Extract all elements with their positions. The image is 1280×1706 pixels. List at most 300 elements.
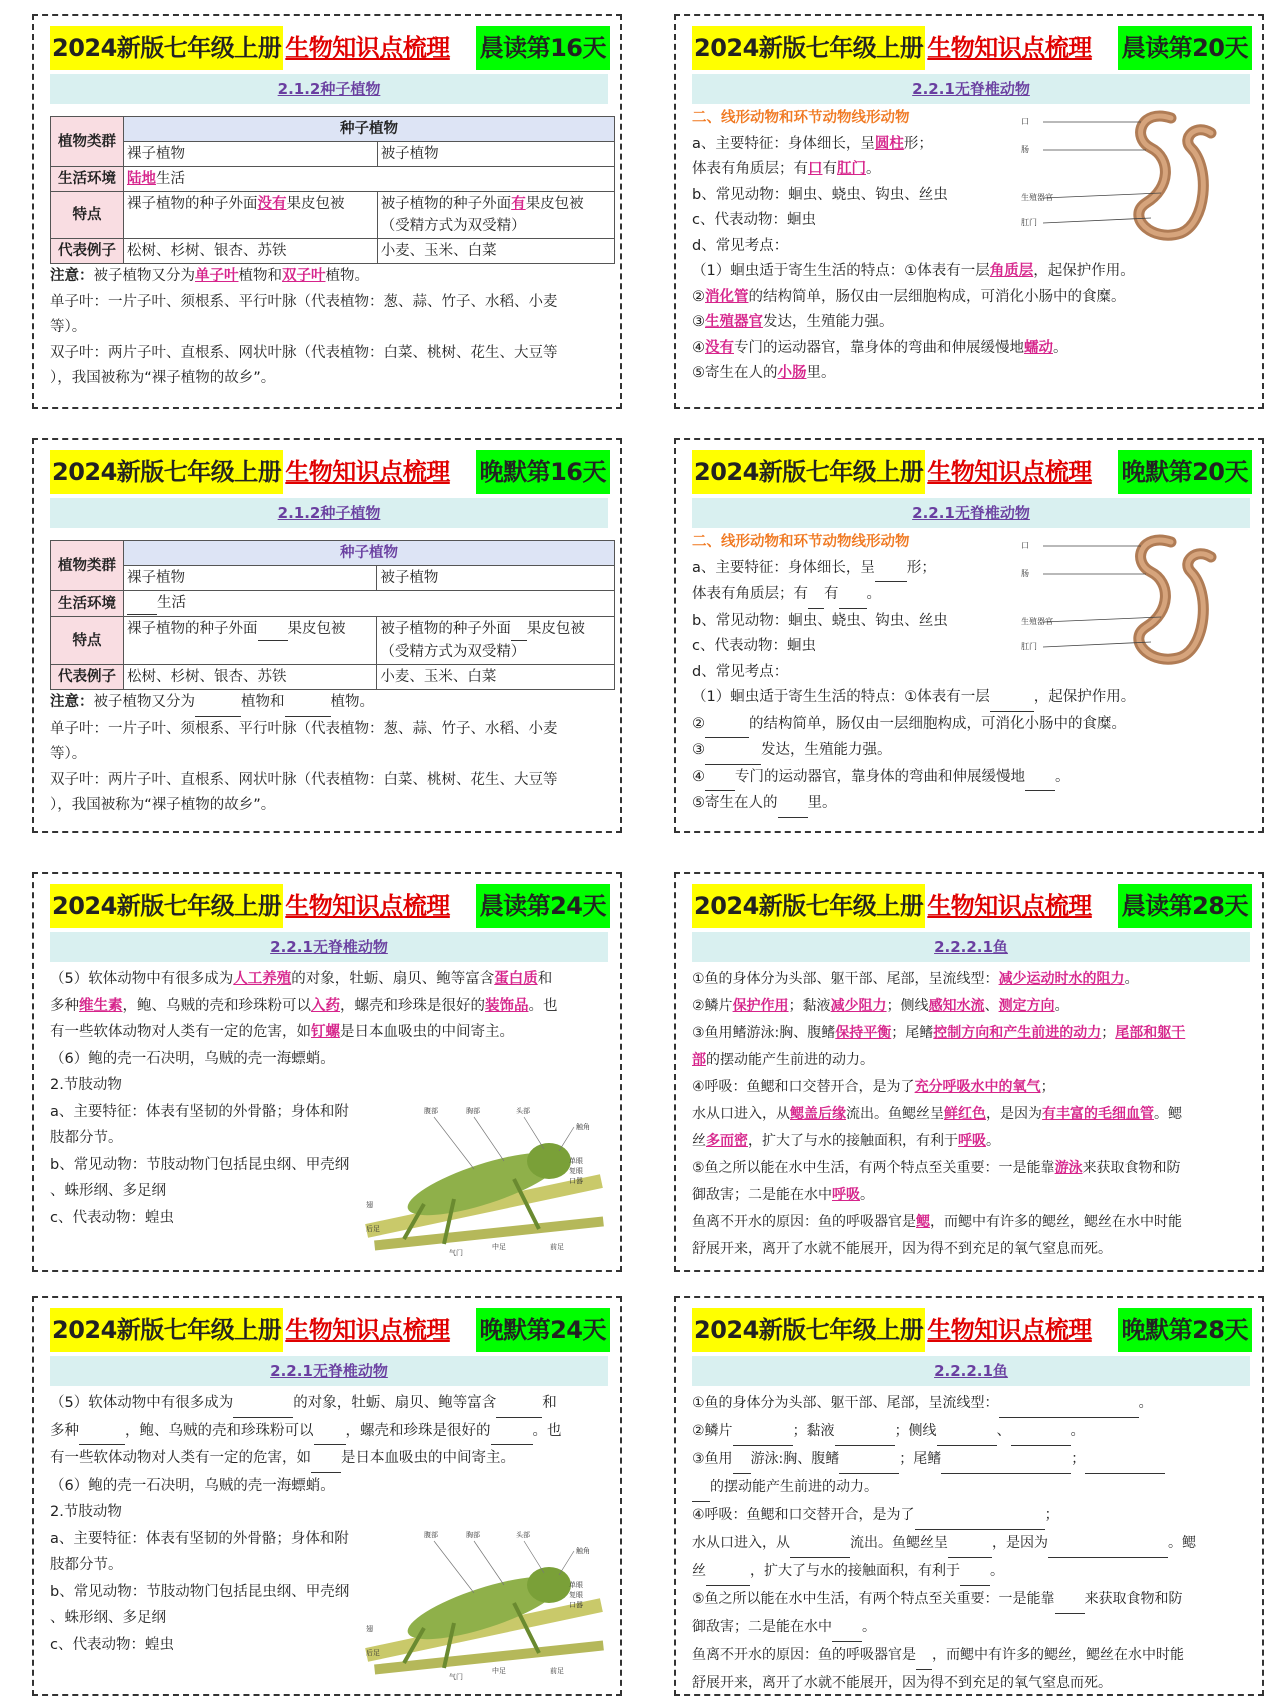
keyword: 保持平衡 [835, 1025, 892, 1041]
card-body [50, 1390, 615, 1658]
text: 水从口进入，从 [692, 1535, 790, 1551]
text: ；黏液 [788, 998, 831, 1014]
text: （受精方式为双受精） [380, 218, 526, 234]
keyword: 控制方向和产生前进的动力 [933, 1025, 1102, 1041]
text: 的结构简单，肠仅由一层细胞构成，可消化小肠中的食糜。 [749, 715, 1126, 732]
keyword: 感知水流 [928, 998, 985, 1014]
text: ⑤寄生在人的 [692, 365, 778, 381]
text: ③鱼用 [692, 1451, 733, 1467]
text: 形； [903, 135, 933, 152]
keyword: 鲜红色 [944, 1106, 986, 1122]
blank[interactable] [948, 1530, 992, 1558]
text-line [692, 259, 1257, 285]
label-wing: 翅 [366, 1201, 373, 1209]
blank[interactable] [915, 1502, 1045, 1530]
blank[interactable] [705, 738, 761, 765]
text: ，鲍、乌贼的壳和珍珠粉可以 [125, 1422, 314, 1439]
blank[interactable] [127, 592, 157, 615]
section-title: 2.2.1无脊椎动物 [50, 932, 608, 962]
text-line [692, 712, 1257, 739]
text-line: c、代表动物：蝗虫 [50, 1636, 174, 1653]
blank[interactable] [705, 765, 735, 792]
text-line: 舒展开来，离开了水就不能展开，因为得不到充足的氧气窒息而死。 [692, 1675, 1112, 1691]
text: ④呼吸：鱼鳃和口交替开合，是为了 [692, 1507, 915, 1523]
text: （5）软体动物中有很多成为 [50, 971, 234, 987]
text-line [692, 685, 1257, 712]
text: 御敌害；二是能在水中 [692, 1187, 832, 1203]
text: 发达，生殖能力强。 [763, 314, 894, 330]
blank[interactable] [706, 1558, 750, 1586]
card-header [50, 884, 610, 928]
keyword: 陆地 [127, 171, 156, 187]
header-prefix: 2024新版七年级上册 [50, 26, 283, 70]
text: 。 [1138, 1395, 1153, 1411]
section-title: 2.1.2种子植物 [50, 74, 608, 104]
blank[interactable] [285, 690, 331, 717]
blank[interactable] [790, 1530, 850, 1558]
text: 植物。 [330, 694, 374, 710]
text-line [692, 765, 1257, 792]
table-cell: 松树、杉树、银杏、苏铁 [124, 239, 378, 264]
label-intestine: 肠 [1021, 569, 1029, 578]
card-morning-24 [32, 872, 622, 1272]
text: ；尾鳍 [899, 1451, 942, 1467]
text: ①鱼的身体分为头部、躯干部、尾部，呈流线型： [692, 1395, 999, 1411]
text: 和 [542, 1395, 557, 1411]
table-cell: 小麦、玉米、白菜 [377, 665, 615, 690]
card-morning-16 [32, 14, 622, 409]
text: 。 [1124, 971, 1139, 987]
table-cell: 裸子植物 [124, 566, 377, 591]
card-header [50, 26, 610, 70]
blank[interactable] [1085, 1446, 1165, 1474]
text: 丝 [692, 1563, 706, 1579]
text: ② [692, 715, 705, 732]
text: ，螺壳和珍珠是很好的 [340, 997, 485, 1014]
text: 植物和 [241, 694, 285, 710]
text-line: a、主要特征：体表有坚韧的外骨骼；身体和附 [50, 1103, 349, 1120]
text: 流出。鱼鳃丝呈 [846, 1106, 944, 1122]
text: （5）软体动物中有很多成为 [50, 1395, 234, 1411]
text: 是日本血吸虫的中间寄主。 [340, 1024, 514, 1040]
keyword: 单子叶 [195, 268, 239, 284]
label-abdomen: 腹部 [424, 1107, 438, 1115]
section-title: 2.2.1无脊椎动物 [692, 498, 1250, 528]
card-body [50, 966, 615, 1231]
text: ；尾鳍 [891, 1025, 934, 1041]
header-prefix: 2024新版七年级上册 [50, 884, 283, 928]
blank[interactable] [835, 1418, 895, 1446]
label-abdomen: 腹部 [424, 1531, 438, 1539]
text-line [692, 1128, 1257, 1155]
keyword: 保护作用 [732, 998, 789, 1014]
blank[interactable] [692, 1474, 710, 1502]
blank[interactable] [916, 1642, 932, 1670]
blank[interactable] [79, 1418, 125, 1446]
keyword: 圆柱 [874, 135, 904, 152]
keyword: 肛门 [837, 161, 866, 177]
text-line [692, 738, 1257, 765]
table-label: 植物类群 [51, 117, 124, 167]
text: 水从口进入，从 [692, 1106, 790, 1122]
keyword: 蠕动 [1024, 339, 1053, 356]
section-title: 2.2.2.1鱼 [692, 1356, 1250, 1386]
text-line [692, 1047, 1257, 1074]
table-header: 种子植物 [124, 117, 615, 142]
text: 。 [866, 586, 881, 602]
text: 体表有角质层；有 [692, 586, 808, 602]
blank[interactable] [314, 1418, 346, 1446]
blank[interactable] [496, 1390, 542, 1418]
keyword: 入药 [311, 997, 340, 1014]
text: 被子植物又分为 [93, 268, 195, 284]
card-body [692, 966, 1257, 1263]
text: 。 [862, 1619, 876, 1635]
text: 、 [984, 998, 999, 1014]
text: 。 [990, 1563, 1004, 1579]
text: 专门的运动器官，靠身体的弯曲和伸展缓慢地 [735, 768, 1025, 785]
seed-plant-table [50, 116, 615, 264]
keyword: 没有 [257, 196, 287, 212]
blank[interactable] [960, 1558, 990, 1586]
blank[interactable] [990, 685, 1034, 712]
blank[interactable] [705, 712, 749, 739]
keyword: 充分呼吸水中的氧气 [914, 1079, 1041, 1095]
seed-plant-table [50, 540, 615, 690]
blank[interactable] [1055, 1586, 1085, 1614]
label-midleg: 中足 [492, 1667, 506, 1675]
label-midleg: 中足 [492, 1243, 506, 1251]
table-cell [124, 192, 378, 239]
text-line: 肢都分节。 [50, 1130, 123, 1146]
text: 。 [1054, 998, 1069, 1014]
text-line [692, 1020, 1257, 1047]
keyword: 呼吸 [832, 1187, 860, 1203]
card-evening-28 [674, 1296, 1264, 1696]
text: ，螺壳和珍珠是很好的 [345, 1422, 491, 1439]
keyword: 部 [692, 1052, 706, 1068]
text-line [692, 1074, 1257, 1101]
keyword: 有丰富的毛细血管 [1042, 1106, 1154, 1122]
blank[interactable] [233, 1390, 293, 1418]
label-wing: 翅 [366, 1625, 373, 1633]
text: 里。 [806, 365, 836, 381]
text-line: ），我国被称为“裸子植物的故乡”。 [50, 370, 276, 386]
text: ，而鳃中有许多的鳃丝，鳃丝在水中时能 [932, 1647, 1184, 1663]
table-label: 特点 [51, 192, 124, 239]
keyword: 游泳 [1054, 1160, 1083, 1176]
blank[interactable] [1048, 1530, 1168, 1558]
text-line [692, 1530, 1257, 1558]
text: 流出。鱼鳃丝呈 [850, 1535, 948, 1551]
label-head: 头部 [516, 1107, 530, 1115]
label-hindleg: 后足 [366, 1649, 380, 1657]
text: ，扩大了与水的接触面积，有利于 [748, 1133, 958, 1149]
text: 被子植物的种子外面 [380, 621, 511, 637]
text: 御敌害；二是能在水中 [692, 1619, 832, 1635]
text-line [692, 1390, 1257, 1418]
card-evening-24 [32, 1296, 622, 1696]
label-gonad: 生殖器官 [1021, 193, 1053, 202]
blank[interactable] [999, 1390, 1139, 1418]
label-compound-eye: 复眼 [569, 1167, 583, 1175]
blank[interactable] [832, 1614, 862, 1642]
text-line [50, 966, 615, 993]
keyword: 减少阻力 [830, 998, 887, 1014]
text: ②鳞片 [692, 998, 733, 1014]
text: ⑤鱼之所以能在水中生活，有两个特点至关重要：一是能靠 [692, 1160, 1055, 1176]
text-line: 双子叶：两片子叶、直根系、网状叶脉（代表植物：白菜、桃树、花生、大豆等 [50, 344, 558, 361]
label-mouthparts: 口器 [569, 1601, 583, 1609]
text-line [692, 132, 1257, 158]
keyword: 人工养殖 [233, 971, 292, 987]
text-line: c、代表动物：蛔虫 [692, 638, 816, 654]
label-mouth: 口 [1021, 117, 1029, 126]
section-title: 2.1.2种子植物 [50, 498, 608, 528]
text: ，是因为 [986, 1106, 1042, 1122]
text: ② [692, 288, 705, 305]
keyword: 多而密 [706, 1133, 748, 1149]
text-line: b、常见动物：蛔虫、蛲虫、钩虫、丝虫 [692, 186, 948, 203]
text-line [692, 993, 1257, 1020]
text: 生活 [156, 171, 185, 187]
label-spiracle: 气门 [449, 1673, 463, 1681]
table-label: 代表例子 [51, 665, 124, 690]
section-title: 2.2.1无脊椎动物 [50, 1356, 608, 1386]
text: 。 [866, 161, 881, 177]
keyword: 没有 [705, 339, 734, 356]
text-line [50, 1445, 615, 1473]
text-line: b、常见动物：节肢动物门包括昆虫纲、甲壳纲 [50, 1156, 350, 1173]
keyword: 装饰品 [485, 997, 529, 1014]
text: ； [1071, 1451, 1086, 1467]
card-header [692, 26, 1252, 70]
text-line [692, 1642, 1257, 1670]
text-line: ），我国被称为“裸子植物的故乡”。 [50, 797, 276, 813]
text-line [692, 336, 1257, 362]
card-body [50, 540, 615, 819]
header-mid: 生物知识点梳理 [925, 450, 1094, 494]
text: （1）蛔虫适于寄生生活的特点：①体表有一层 [692, 689, 990, 705]
text: 多种 [50, 1422, 79, 1439]
text: 裸子植物的种子外面 [127, 621, 258, 637]
keyword: 尾部和躯干 [1115, 1025, 1186, 1041]
section-title: 2.2.2.1鱼 [692, 932, 1250, 962]
blank[interactable] [258, 618, 288, 641]
keyword: 生殖器官 [705, 314, 763, 330]
blank[interactable] [937, 1418, 997, 1446]
header-prefix: 2024新版七年级上册 [50, 1308, 283, 1352]
blank[interactable] [733, 1446, 751, 1474]
text: 里。 [807, 795, 837, 811]
text: 来获取食物和防 [1084, 1591, 1183, 1607]
table-label: 特点 [51, 617, 124, 665]
text: 丝 [692, 1133, 706, 1149]
text-line [692, 582, 1257, 609]
text: 。 [986, 1133, 1000, 1149]
text-line: b、常见动物：节肢动物门包括昆虫纲、甲壳纲 [50, 1583, 350, 1600]
label-foreleg: 前足 [550, 1243, 564, 1251]
label-thorax: 胸部 [466, 1531, 480, 1539]
label-anus: 肛门 [1021, 642, 1037, 651]
text-line [692, 285, 1257, 311]
label-mouthparts: 口器 [569, 1177, 583, 1185]
text: 有一些软体动物对人类有一定的危害，如 [50, 1024, 311, 1040]
text-line: （6）鲍的壳一石决明，乌贼的壳一海螵蛸。 [50, 1477, 335, 1494]
card-header [692, 1308, 1252, 1352]
label-thorax: 胸部 [466, 1107, 480, 1115]
text: ③鱼用鳍游泳:胸、腹鳍 [692, 1025, 836, 1041]
text: ，起保护作用。 [1033, 689, 1136, 705]
card-evening-16 [32, 438, 622, 833]
text-line [692, 1418, 1257, 1446]
header-mid: 生物知识点梳理 [283, 450, 452, 494]
text-line [50, 1390, 615, 1418]
label-spiracle: 气门 [449, 1249, 463, 1257]
blank[interactable] [839, 1446, 899, 1474]
blank[interactable] [1011, 1418, 1071, 1446]
text: ，起保护作用。 [1033, 263, 1135, 279]
header-mid: 生物知识点梳理 [925, 1308, 1094, 1352]
label-anus: 肛门 [1021, 218, 1037, 227]
text-line [692, 1586, 1257, 1614]
section-title: 2.2.1无脊椎动物 [692, 74, 1250, 104]
keyword: 减少运动时水的阻力 [998, 971, 1125, 987]
text: 。也 [528, 997, 558, 1014]
blank[interactable] [839, 582, 867, 609]
text-line: 2.节肢动物 [50, 1077, 122, 1093]
card-morning-20 [674, 14, 1264, 409]
text-line [692, 1558, 1257, 1586]
text: ③ [692, 314, 705, 330]
blank[interactable] [733, 1418, 793, 1446]
blank[interactable] [875, 556, 907, 583]
text-line: 单子叶：一片子叶、须根系、平行叶脉（代表植物：葱、蒜、竹子、水稻、小麦 [50, 720, 558, 737]
card-body [692, 106, 1257, 387]
text-line: 、蛛形纲、多足纲 [50, 1610, 166, 1626]
day-tag: 晨读第20天 [1118, 26, 1252, 70]
blank[interactable] [195, 690, 241, 717]
label-antenna: 触角 [576, 1547, 590, 1555]
keyword: 鳃盖后缘 [790, 1106, 846, 1122]
blank[interactable] [311, 1445, 341, 1473]
note-label: 注意： [50, 694, 94, 710]
keyword: 钉螺 [311, 1024, 340, 1040]
table-cell: 小麦、玉米、白菜 [377, 239, 614, 264]
table-cell [377, 192, 614, 239]
text: ③ [692, 742, 705, 758]
text: 有一些软体动物对人类有一定的危害，如 [50, 1450, 311, 1466]
table-cell [124, 167, 615, 192]
text: 果皮包被 [286, 196, 345, 212]
day-tag: 晚默第16天 [476, 450, 610, 494]
text: ，鲍、乌贼的壳和珍珠粉可以 [122, 997, 311, 1014]
keyword: 有 [511, 196, 526, 212]
text-line [692, 1209, 1257, 1236]
text: 的结构简单，肠仅由一层细胞构成，可消化小肠中的食糜。 [748, 288, 1126, 305]
label-foreleg: 前足 [550, 1667, 564, 1675]
text: ④ [692, 339, 705, 356]
text: 发达，生殖能力强。 [761, 742, 892, 758]
header-prefix: 2024新版七年级上册 [692, 26, 925, 70]
label-head: 头部 [516, 1531, 530, 1539]
card-body [692, 530, 1257, 818]
text-line: d、常见考点： [692, 663, 789, 680]
card-header [50, 1308, 610, 1352]
text: ； [1101, 1025, 1116, 1041]
text-line [50, 1019, 615, 1046]
header-mid: 生物知识点梳理 [283, 884, 452, 928]
blank[interactable] [778, 791, 808, 818]
blank[interactable] [491, 1418, 533, 1446]
card-body [50, 116, 615, 392]
blank[interactable] [1025, 765, 1055, 792]
text: ⑤寄生在人的 [692, 795, 778, 811]
text-line: 2.节肢动物 [50, 1504, 122, 1520]
text: ④呼吸：鱼鳃和口交替开合，是为了 [692, 1079, 915, 1095]
text-line [692, 1155, 1257, 1182]
note-label: 注意： [50, 268, 94, 284]
keyword: 蛋白质 [494, 971, 538, 987]
text: 的摆动能产生前进的动力。 [710, 1479, 878, 1495]
text: 是日本血吸虫的中间寄主。 [341, 1450, 515, 1466]
text-line [692, 310, 1257, 336]
table-cell [124, 617, 377, 665]
header-mid: 生物知识点梳理 [283, 1308, 452, 1352]
text: 有 [822, 161, 837, 177]
text: 。也 [532, 1422, 562, 1439]
blank[interactable] [941, 1446, 1071, 1474]
label-mouth: 口 [1021, 541, 1029, 550]
text-line: 等）。 [50, 746, 87, 762]
header-prefix: 2024新版七年级上册 [692, 450, 925, 494]
text: 鱼离不开水的原因：鱼的呼吸器官是 [692, 1647, 916, 1663]
text: （受精方式为双受精） [380, 644, 526, 660]
text: 被子植物又分为 [93, 694, 195, 710]
text: 和 [537, 971, 553, 987]
table-cell: 松树、杉树、银杏、苏铁 [124, 665, 377, 690]
text: ，是因为 [992, 1535, 1048, 1551]
text: ； [1040, 1079, 1055, 1095]
text: 。 [1055, 768, 1070, 785]
text: ②鳞片 [692, 1423, 733, 1439]
text: 果皮包被 [287, 621, 346, 637]
keyword: 消化管 [705, 288, 749, 305]
label-hindleg: 后足 [366, 1225, 380, 1233]
text: 植物。 [325, 268, 369, 284]
day-tag: 晨读第16天 [476, 26, 610, 70]
text: ①鱼的身体分为头部、躯干部、尾部，呈流线型： [692, 971, 999, 987]
text: 多种 [50, 997, 79, 1014]
label-compound-eye: 复眼 [569, 1591, 583, 1599]
table-label: 生活环境 [51, 167, 124, 192]
header-prefix: 2024新版七年级上册 [50, 450, 283, 494]
text-line [692, 1502, 1257, 1530]
keyword: 口 [808, 161, 823, 177]
table-label: 生活环境 [51, 591, 124, 617]
table-label: 植物类群 [51, 541, 124, 591]
card-morning-28 [674, 872, 1264, 1272]
text: ； [1044, 1507, 1059, 1523]
table-header: 种子植物 [124, 541, 615, 566]
blank[interactable] [808, 582, 824, 609]
text: 。鳃 [1168, 1535, 1196, 1551]
text: ；侧线 [886, 998, 929, 1014]
text: 来获取食物和防 [1082, 1160, 1181, 1176]
note-line [50, 264, 615, 290]
text: ，而鳃中有许多的鳃丝，鳃丝在水中时能 [930, 1214, 1182, 1230]
blank[interactable] [511, 618, 527, 641]
